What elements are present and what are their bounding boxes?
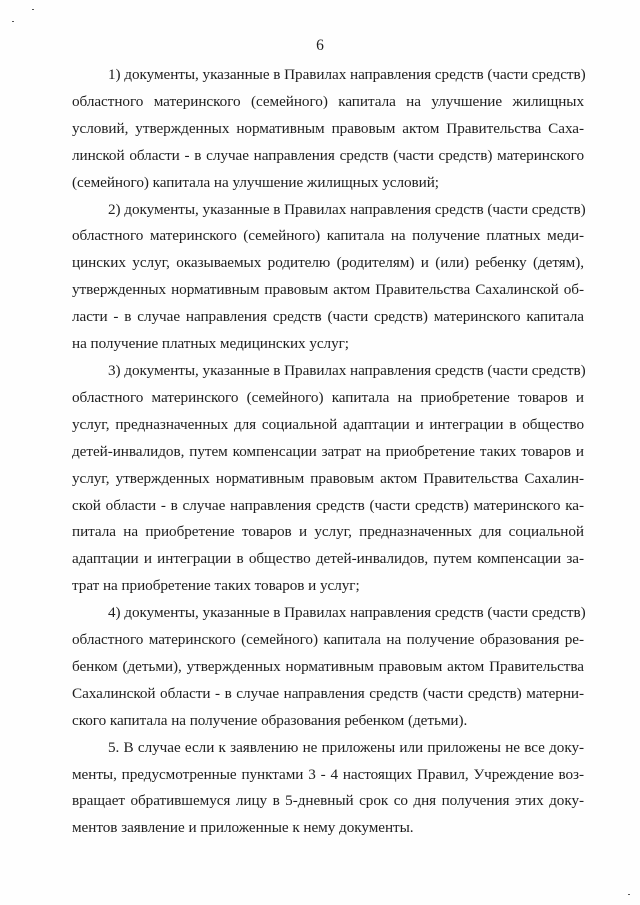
text-line: областного материнского (семейного) капитала на приобретение товаров и — [72, 388, 584, 406]
text-line: бенком (детьми), утвержденных нормативным правовым актом Правительства — [72, 657, 584, 675]
scan-speck — [32, 9, 34, 10]
text-line: областного материнского (семейного) капитала на получение платных меди- — [72, 227, 584, 245]
text-line: ской области - в случае направления средств (части средств) материнского ка- — [72, 496, 584, 514]
text-line: услуг, утвержденных нормативным правовым актом Правительства Сахалин- — [72, 469, 584, 487]
text-line: ментов заявление и приложенные к нему документы. — [72, 819, 414, 837]
text-line: 1) документы, указанные в Правилах направления средств (части средств) — [108, 66, 586, 83]
paragraph-item-4 — [72, 600, 584, 735]
text-line: 5. В случае если к заявлению не приложены или приложены не все доку- — [108, 738, 584, 756]
text-line: условий, утвержденных нормативным правовым актом Правительства Саха- — [72, 119, 584, 137]
text-line: 2) документы, указанные в Правилах направления средств (части средств) — [108, 200, 586, 218]
text-line: 3) документы, указанные в Правилах направления средств (части средств) — [108, 361, 586, 379]
text-line: цинских услуг, оказываемых родителю (родителям) и (или) ребенку (детям), — [72, 254, 584, 272]
document-body — [72, 62, 584, 842]
text-line: детей-инвалидов, путем компенсации затрат на приобретение таких товаров и — [72, 442, 584, 460]
text-line: областного материнского (семейного) капитала на получение образования ре- — [72, 631, 584, 649]
text-line: линской области - в случае направления средств (части средств) материнского — [72, 146, 584, 164]
text-line: утвержденных нормативным правовым актом Правительства Сахалинской об- — [72, 281, 584, 299]
text-line: 4) документы, указанные в Правилах направления средств (части средств) — [108, 604, 586, 622]
text-line: ласти - в случае направления средств (части средств) материнского капитала — [72, 308, 584, 326]
text-line: на получение платных медицинских услуг; — [72, 335, 349, 353]
text-line: вращает обратившемуся лицу в 5-дневный срок со дня получения этих доку- — [72, 792, 584, 810]
page-number: 6 — [316, 37, 324, 54]
paragraph-item-3 — [72, 358, 584, 600]
text-line: услуг, предназначенных для социальной адаптации и интеграции в общество — [72, 415, 584, 433]
text-line: менты, предусмотренные пунктами 3 - 4 настоящих Правил, Учреждение воз- — [72, 765, 584, 783]
scan-speck — [12, 21, 14, 22]
paragraph-item-1 — [72, 62, 584, 197]
text-line: питала на приобретение товаров и услуг, предназначенных для социальной — [72, 523, 584, 541]
text-line: (семейного) капитала на улучшение жилищных условий; — [72, 173, 439, 191]
text-line: ского капитала на получение образования ребенком (детьми). — [72, 711, 468, 729]
text-line: трат на приобретение таких товаров и услуг; — [72, 577, 360, 595]
paragraph-item-5 — [72, 735, 584, 843]
text-line: Сахалинской области - в случае направления средств (части средств) матерни- — [72, 684, 584, 702]
text-line: областного материнского (семейного) капитала на улучшение жилищных — [72, 92, 584, 110]
scan-speck — [628, 894, 630, 895]
text-line: адаптации и интеграции в общество детей-инвалидов, путем компенсации за- — [72, 550, 584, 568]
paragraph-item-2 — [72, 197, 584, 358]
